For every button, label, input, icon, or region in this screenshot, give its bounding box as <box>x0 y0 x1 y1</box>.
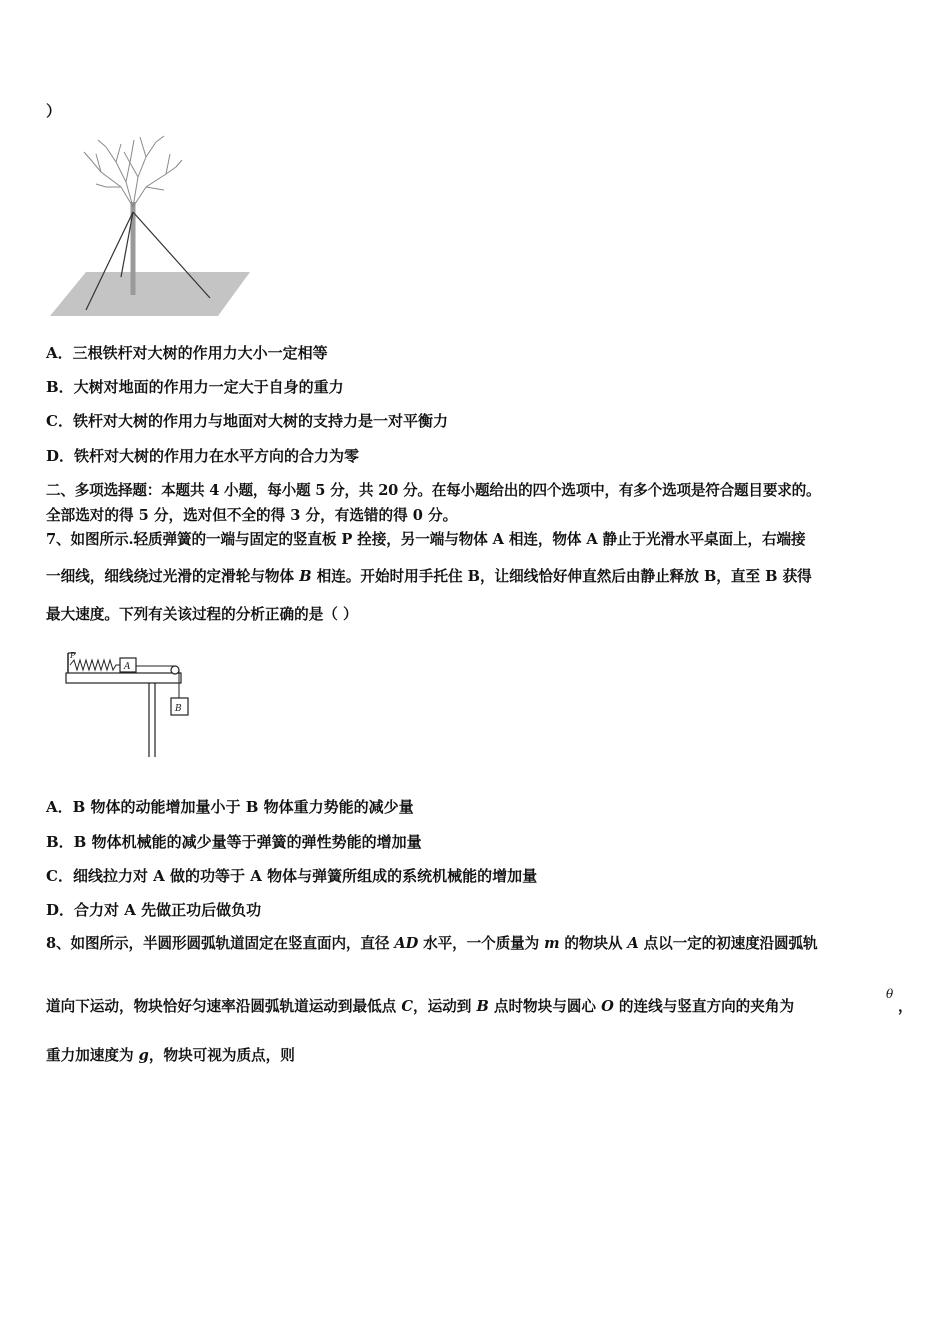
label-b: B <box>175 704 182 714</box>
q7-stem-line1: 7、如图所示.轻质弹簧的一端与固定的竖直板 P 拴接，另一端与物体 A 相连，物体 A 静止于光滑水平桌面上，右端接 <box>46 531 806 548</box>
tree-branches <box>84 136 182 207</box>
q8-comma: ， <box>898 998 913 1015</box>
pulley <box>171 666 179 674</box>
q7-option-c: C．细线拉力对 A 做的功等于 A 物体与弹簧所组成的系统机械能的增加量 <box>46 867 538 885</box>
q7-option-a: A．B 物体的动能增加量小于 B 物体重力势能的减少量 <box>46 798 414 816</box>
q8-stem-line2: 道向下运动，物块恰好匀速率沿圆弧轨道运动到最低点 C，运动到 B 点时物块与圆心 O 的连线与竖直方向的夹角为 <box>46 998 795 1015</box>
spring-pulley-figure <box>56 645 201 760</box>
tree-with-rods-figure <box>46 132 256 318</box>
spring <box>70 660 120 670</box>
section2-heading-line1: 二、多项选择题：本题共 4 小题，每小题 5 分，共 20 分。在每小题给出的四个选项中，有多个选项是符合题目要求的。 <box>46 482 821 499</box>
question6-close-paren: ） <box>46 102 62 120</box>
label-a: A <box>124 662 131 672</box>
q7-option-d: D．合力对 A 先做正功后做负功 <box>46 901 262 919</box>
table-top <box>66 673 181 683</box>
q7-stem-line2: 一细线，细线绕过光滑的定滑轮与物体 B 相连。开始时用手托住 B，让细线恰好伸直然后由静止释放 B，直至 B 获得 <box>46 568 812 585</box>
q6-option-b: B．大树对地面的作用力一定大于自身的重力 <box>46 378 344 396</box>
label-p: P <box>70 651 76 660</box>
ground-plane <box>50 272 250 316</box>
q8-stem-line3: 重力加速度为 g，物块可视为质点，则 <box>46 1047 295 1064</box>
theta-symbol: θ <box>886 987 894 1001</box>
q6-option-c: C．铁杆对大树的作用力与地面对大树的支持力是一对平衡力 <box>46 412 448 430</box>
q8-stem-line1: 8、如图所示，半圆形圆弧轨道固定在竖直面内，直径 AD 水平，一个质量为 m 的物块从 A 点以一定的初速度沿圆弧轨 <box>46 935 818 952</box>
section2-heading-line2: 全部选对的得 5 分，选对但不全的得 3 分，有选错的得 0 分。 <box>46 507 458 524</box>
q6-option-a: A．三根铁杆对大树的作用力大小一定相等 <box>46 344 328 362</box>
q7-option-b: B．B 物体机械能的减少量等于弹簧的弹性势能的增加量 <box>46 833 422 851</box>
q7-stem-line3: 最大速度。下列有关该过程的分析正确的是（ ） <box>46 606 358 623</box>
q6-option-d: D．铁杆对大树的作用力在水平方向的合力为零 <box>46 447 360 465</box>
